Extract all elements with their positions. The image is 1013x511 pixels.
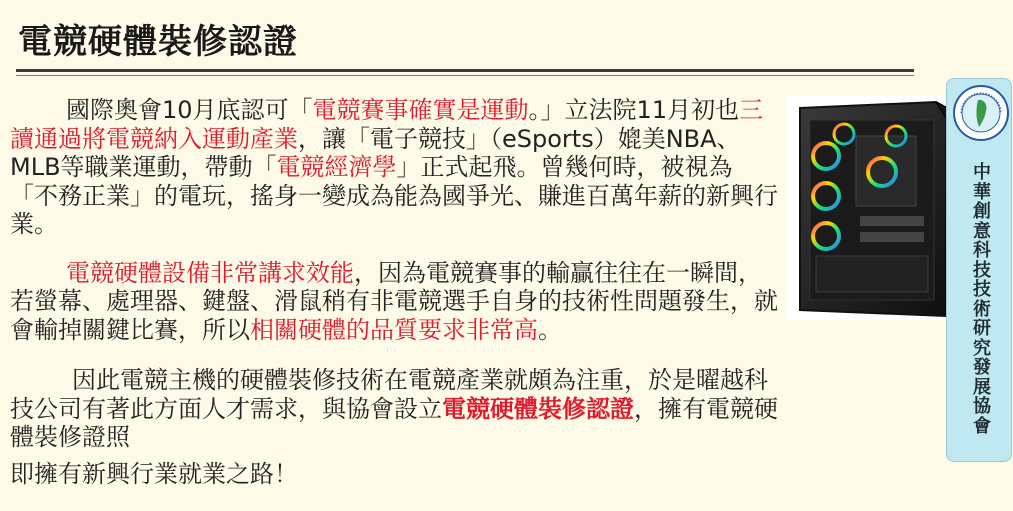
body-text: ，擁有電競硬體裝修證照 bbox=[10, 394, 778, 451]
body-text: 即擁有新興行業就業之路！ bbox=[10, 459, 298, 488]
paragraph-2 bbox=[10, 259, 780, 345]
paragraph-1 bbox=[10, 96, 780, 239]
body-text: 。」立法院11月初也 bbox=[528, 96, 740, 124]
association-name: 中華創意科技技術研究發展協會 bbox=[973, 162, 991, 437]
paragraph-3 bbox=[10, 366, 780, 452]
highlighted-text: 電競賽事確實是運動 bbox=[312, 96, 529, 124]
body-text: 國際奧會10月底認可「 bbox=[66, 96, 313, 124]
body-text: 」正式起飛。曾幾何時，被視為「不務正業」的電玩，搖身一變成為能為國爭光、賺進百萬年薪的新興行業。 bbox=[10, 153, 778, 238]
body-text: 。 bbox=[538, 315, 562, 344]
highlighted-text: 相關硬體的品質要求非常高 bbox=[250, 315, 538, 344]
association-badge bbox=[946, 78, 1012, 462]
body-text: 因此電競主機的硬體裝修技術在電競產業就頗為注重，於是曜越科技公司有著此方面人才需求，與協會設立 bbox=[10, 366, 768, 423]
title-divider bbox=[16, 69, 914, 72]
association-globe-logo bbox=[951, 83, 1011, 143]
article-body bbox=[10, 96, 780, 488]
title-divider-thin bbox=[16, 75, 914, 76]
body-text: ，因為電競賽事的輸贏往往在一瞬間，若螢幕、處理器、鍵盤、滑鼠稍有非電競選手自身的技術性問題發生，就會輸掉關鍵比賽，所以 bbox=[10, 258, 778, 344]
highlighted-text: 三讀通過將電競納入運動產業 bbox=[10, 96, 764, 153]
paragraph-4 bbox=[10, 460, 780, 489]
highlighted-text: 電競經濟學 bbox=[276, 153, 397, 181]
highlighted-text: 電競硬體裝修認證 bbox=[442, 394, 634, 423]
body-text: ，讓「電子競技」（eSports）媲美NBA、MLB等職業運動，帶動「 bbox=[10, 124, 741, 181]
highlighted-text: 電競硬體設備非常講求效能 bbox=[66, 258, 354, 287]
page-title: 電競硬體裝修認證 bbox=[18, 22, 298, 62]
